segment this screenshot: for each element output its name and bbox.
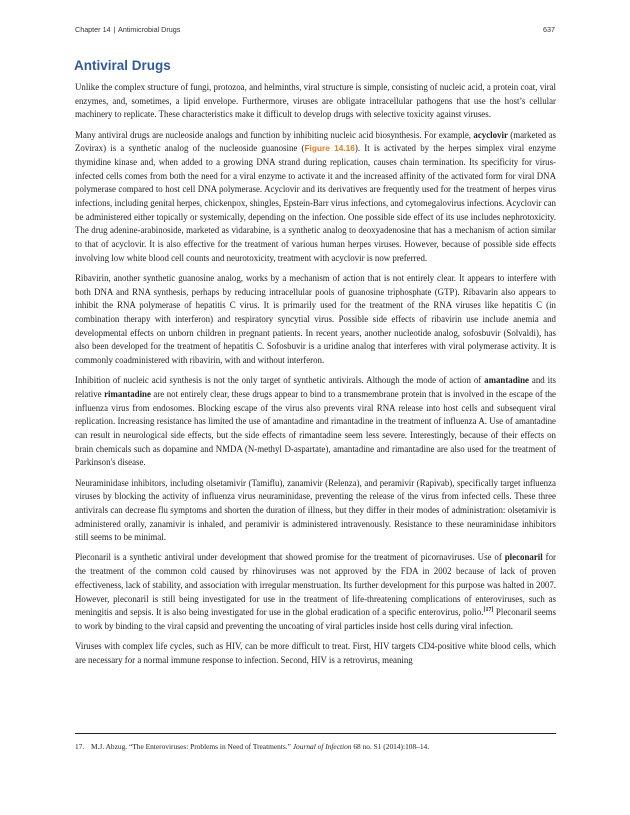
- page-number: 637: [543, 25, 555, 34]
- paragraph-neuraminidase: Neuraminidase inhibitors, including olsetamivir (Tamiflu), zanamivir (Relenza), and peramivir (Rapivab), specifically target influenza viruses by blocking the activity of influenza virus neuraminidase, preventing the release of the virus from infected cells. These three antivirals can decrease flu symptoms and shorten the duration of illness, but they differ in their modes of administration: olsetamivir is administered orally, zanamivir is inhaled, and peramivir is administered intravenously. Resistance to these neuraminidase inhibitors still seems to be minimal.: [75, 477, 556, 543]
- term-acyclovir: acyclovir: [473, 129, 508, 140]
- text-run: Many antiviral drugs are nucleoside analogs and function by inhibiting nucleic acid biosynthesis. For example,: [75, 129, 474, 140]
- paragraph-acyclovir: [75, 129, 556, 266]
- chapter-title: Antimicrobial Drugs: [118, 25, 181, 34]
- running-head: [75, 25, 180, 34]
- citation-link[interactable]: [17]: [483, 607, 494, 614]
- text-run: Pleconaril is a synthetic antiviral under development that showed promise for the treatment of picornaviruses. Use of: [75, 552, 505, 563]
- page-header: [75, 25, 555, 34]
- text-run: Pleconaril seems to work by binding to the viral capsid and preventing the uncoating of viral particles inside host cells during viral infection.: [75, 607, 557, 631]
- text-run: (marketed as Zovirax) is a synthetic analog of the nucleoside guanosine (: [75, 129, 557, 154]
- text-run: Inhibition of nucleic acid synthesis is not the only target of synthetic antivirals. Although the mode of action of: [75, 375, 485, 386]
- term-pleconaril: pleconaril: [504, 552, 543, 563]
- term-amantadine: amantadine: [484, 375, 529, 386]
- header-separator: |: [113, 25, 116, 34]
- paragraph-ribavirin: Ribavirin, another synthetic guanosine analog, works by a mechanism of action that is not entirely clear. It appears to interfere with both DNA and RNA synthesis, perhaps by reducing intracellular pools of guanosine triphosphate (GTP). Ribavarin also appears to inhibit the RNA polymerase of hepatitis C virus. It is primarily used for the treatment of the RNA viruses like hepatitis C (in combination therapy with interferon) and respiratory syncytial virus. Possible side effects of ribavirin use include anemia and developmental effects on unborn children in pregnant patients. In recent years, another nucleotide analog, sofosbuvir (Solvaldi), has also been developed for the treatment of hepatitis C. Sofosbuvir is a uridine analog that interferes with viral polymerase activity. It is commonly coadministered with ribavirin, with and without interferon.: [75, 272, 556, 366]
- footnote-text: M.J. Abzug. “The Enteroviruses: Problems in Need of Treatments.”: [91, 742, 293, 751]
- text-run: and its relative: [75, 375, 556, 399]
- body-text: [75, 81, 556, 674]
- text-run: for the treatment of the common cold caused by rhinoviruses was not approved by the FDA in 2002 because of lack of proven effectiveness, lack of stability, and association with irregular menstruation. Its further development for this purpose was halted in 2007. However, pleconaril is still being investigated for use in the treatment of life-threatening complications of enteroviruses, such as meningitis and sepsis. It is also being investigated for use in the global eradication of a specific enterovirus, polio.: [75, 552, 556, 618]
- figure-link[interactable]: Figure 14.16: [304, 143, 355, 154]
- footnote-divider: [75, 733, 556, 734]
- footnote-number: 17.: [75, 742, 85, 751]
- paragraph-amantadine: [75, 374, 556, 470]
- text-run: are not entirely clear, these drugs appear to bind to a transmembrane protein that is involved in the escape of the influenza virus from endosomes. Blocking escape of the virus also prevents viral RNA release into host cells and subsequent viral replication. Increasing resistance has limited the use of amantadine and rimantadine in the treatment of influenza A. Use of amantadine can result in neurological side effects, but the side effects of rimantadine seem less severe. Interestingly, because of their effects on brain chemicals such as dopamine and NMDA (N-methyl D-aspartate), amantadine and rimantadine are also used for the treatment of Parkinson's disease.: [75, 388, 556, 468]
- paragraph-hiv: Viruses with complex life cycles, such as HIV, can be more difficult to treat. First, HIV targets CD4-positive white blood cells, which are necessary for a normal immune response to infection. Second, HIV is a retrovirus, meaning: [75, 641, 556, 665]
- footnote-text-end: 68 no. S1 (2014):108–14.: [351, 742, 430, 751]
- text-run: ). It is activated by the herpes simplex viral enzyme thymidine kinase and, when added to a growing DNA strand during replication, causes chain termination. Its specificity for virus-infected cells comes from both the need for a viral enzyme to activate it and the increased affinity of the activated form for viral DNA polymerase compared to host cell DNA polymerase. Acyclovir and its derivatives are frequently used for the treatment of herpes virus infections, including genital herpes, chickenpox, shingles, Epstein-Barr virus infections, and cytomegalovirus infections. Acyclovir can be administered either topically or systemically, depending on the infection. One possible side effect of its use includes nephrotoxicity. The drug adenine-arabinoside, marketed as vidarabine, is a synthetic analog to deoxyadenosine that has a mechanism of action similar to that of acyclovir. It is also effective for the treatment of various human herpes viruses. However, because of possible side effects involving low white blood cell counts and neurotoxicity, treatment with acyclovir is now preferred.: [75, 143, 556, 263]
- chapter-label: Chapter 14: [75, 25, 111, 34]
- paragraph-intro: Unlike the complex structure of fungi, protozoa, and helminths, viral structure is simple, consisting of nucleic acid, a protein coat, viral enzymes, and, sometimes, a lipid envelope. Furthermore, viruses are obligate intracellular pathogens that use the host’s cellular machinery to replicate. These characteristics make it difficult to develop drugs with selective toxicity against viruses.: [75, 82, 556, 120]
- section-title: Antiviral Drugs: [74, 58, 171, 73]
- footnote: [75, 742, 556, 752]
- footnote-journal: Journal of Infection: [292, 742, 352, 751]
- term-rimantadine: rimantadine: [104, 388, 151, 399]
- paragraph-pleconaril: [75, 551, 556, 633]
